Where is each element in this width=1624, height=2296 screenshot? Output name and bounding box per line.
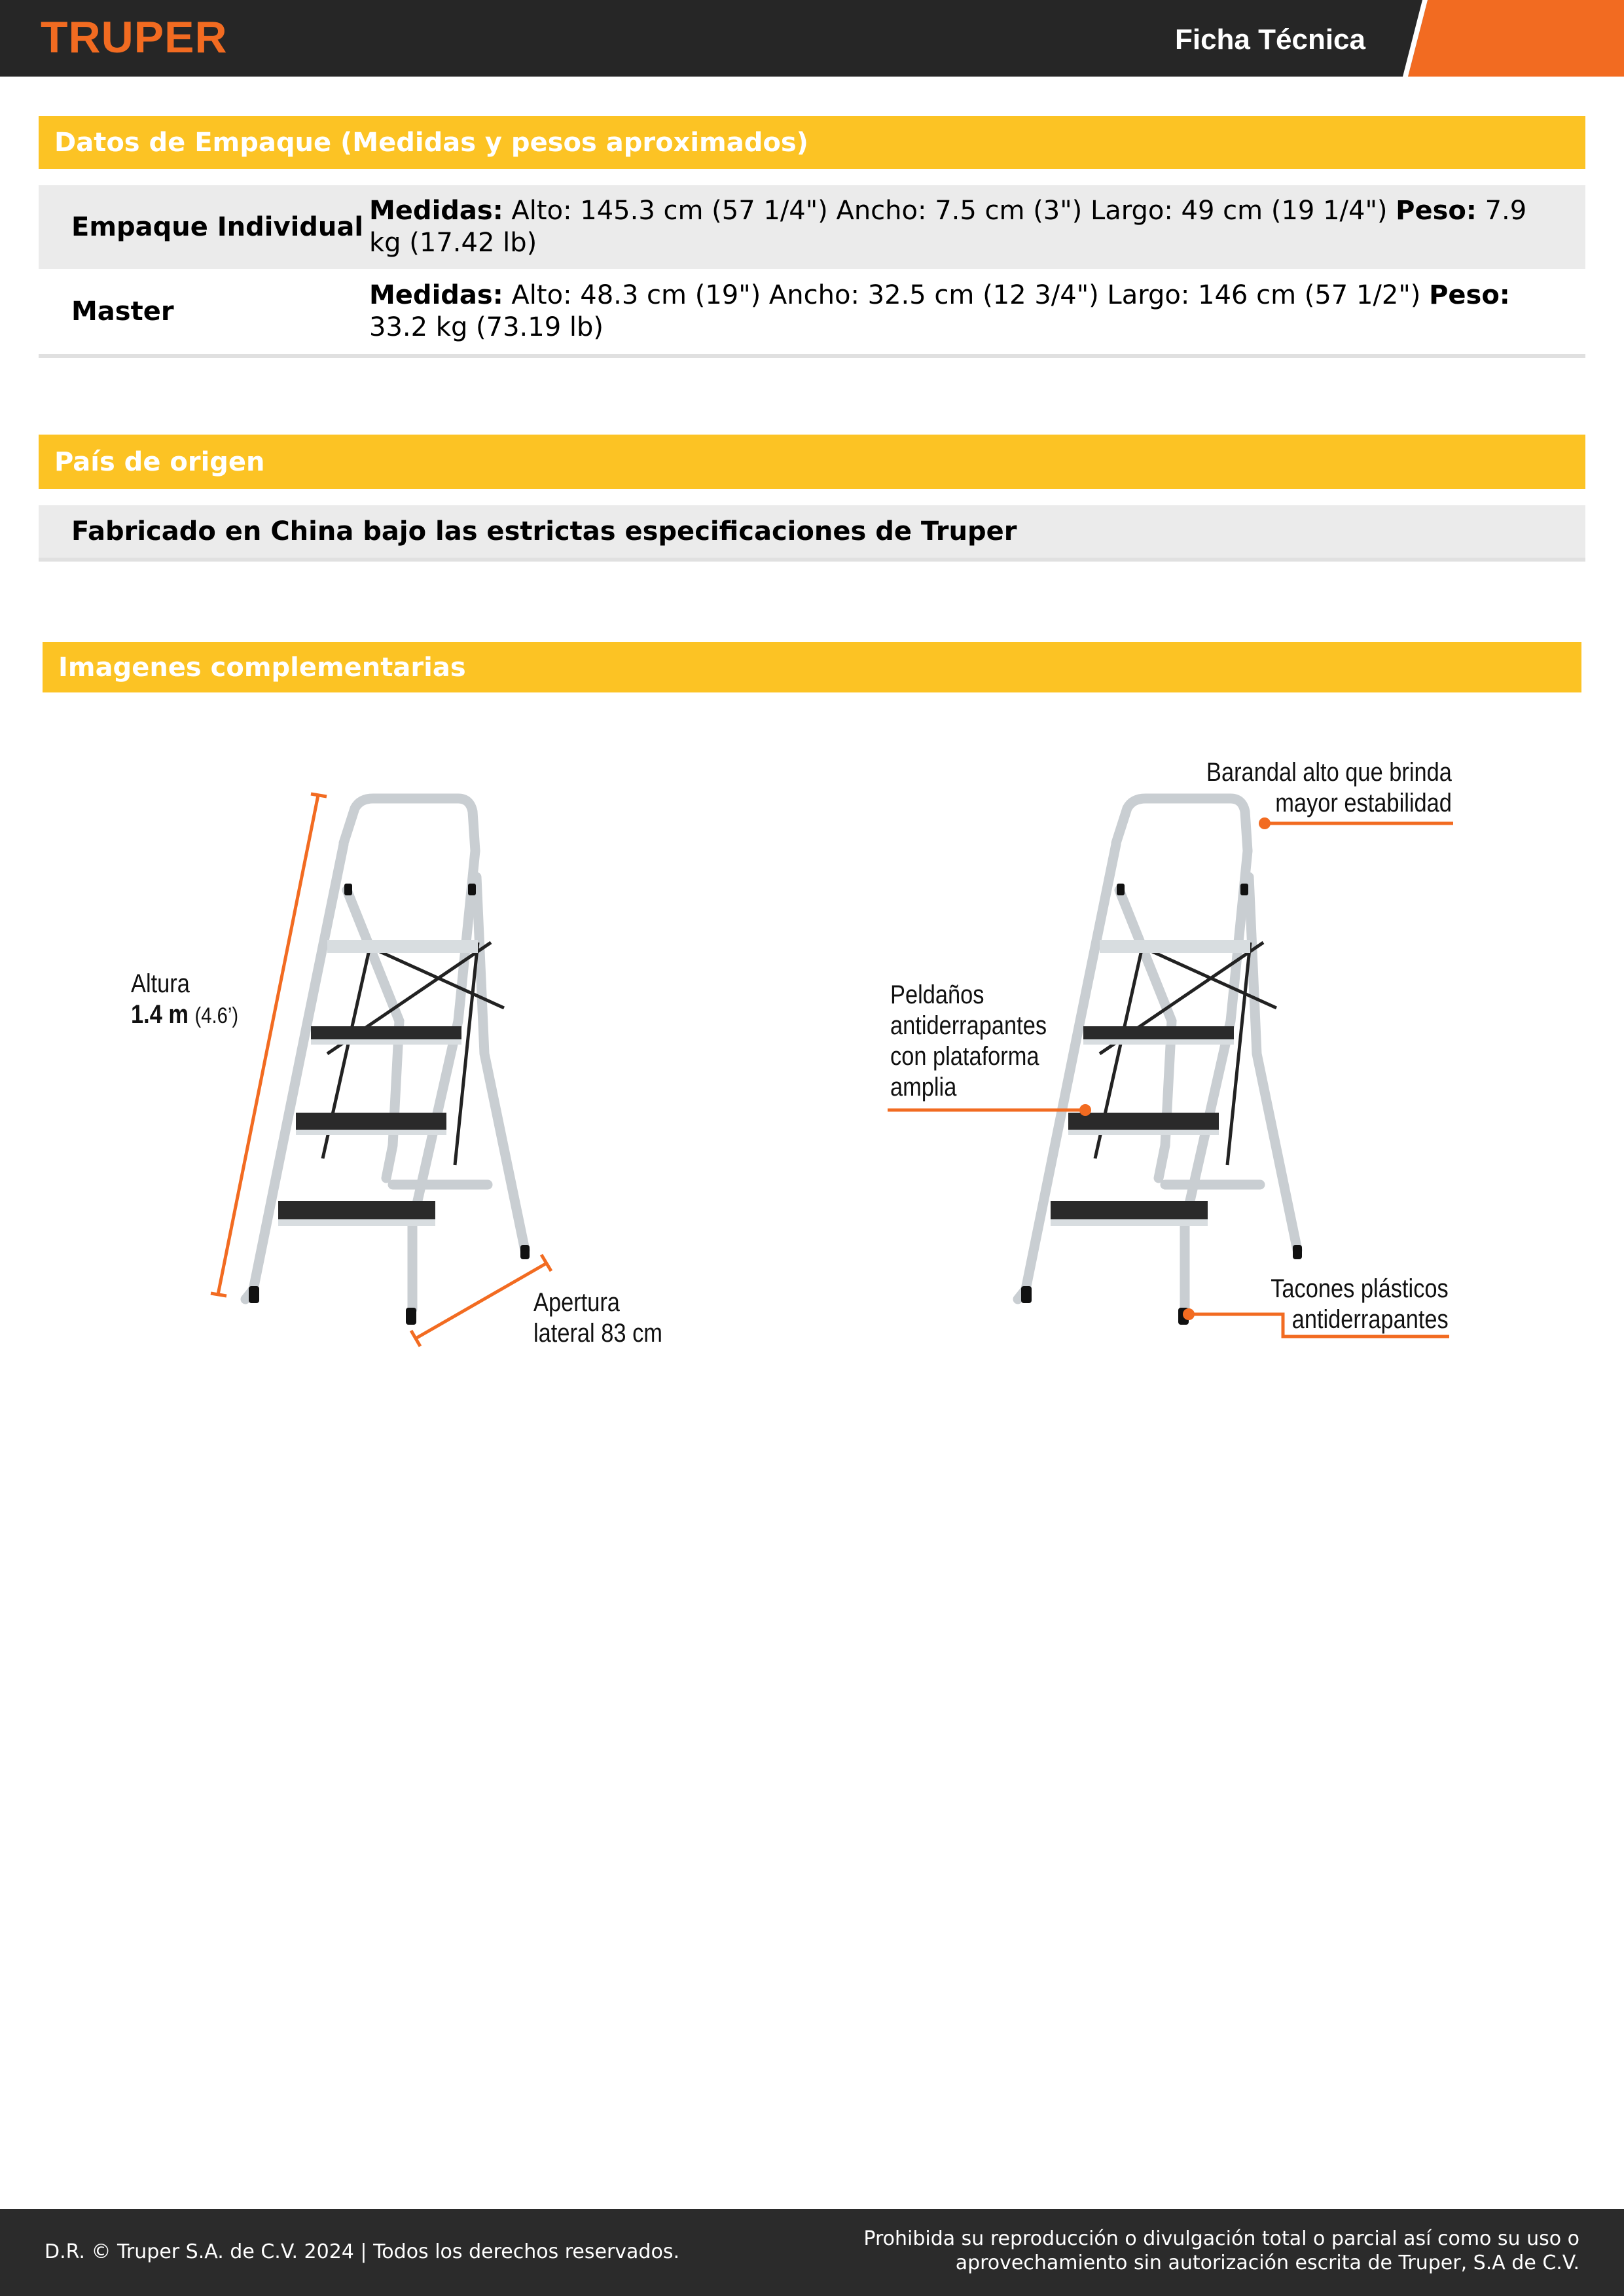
- header-bar: [0, 0, 1624, 77]
- height-value-line: [131, 999, 238, 1031]
- weight-value: 7.9 kg (17.42 lb): [369, 196, 1527, 258]
- images-title-text: Imagenes complementarias: [58, 652, 466, 683]
- steps-line4: amplia: [890, 1073, 957, 1102]
- packaging-title-text: Datos de Empaque (Medidas y pesos aproximados): [54, 127, 808, 158]
- footer: [0, 2209, 1624, 2296]
- measures-value: Alto: 48.3 cm (19") Ancho: 32.5 cm (12 3/4") Largo: 146 cm (57 1/2"): [503, 280, 1430, 310]
- opening-callout: [533, 1287, 662, 1349]
- origin-table: [39, 505, 1585, 562]
- origin-section-title: [39, 435, 1585, 489]
- opening-value: lateral 83 cm: [533, 1319, 662, 1348]
- row-label: Master: [71, 296, 174, 327]
- row-label: Empaque Individual: [71, 212, 364, 242]
- handrail-callout: [1206, 757, 1452, 819]
- handrail-line2: mayor estabilidad: [1275, 789, 1452, 817]
- legal-notice-line2: aprovechamiento sin autorización escrita de Truper, S.A de C.V.: [955, 2251, 1579, 2274]
- height-value: 1.4 m: [131, 1000, 189, 1029]
- ladder-dimensions-figure: [111, 779, 569, 1368]
- steps-line3: con plataforma: [890, 1042, 1039, 1071]
- copyright-text: D.R. © Truper S.A. de C.V. 2024 | Todos los derechos reservados.: [45, 2240, 679, 2263]
- measures-label: Medidas:: [369, 196, 503, 226]
- weight-value: 33.2 kg (73.19 lb): [369, 312, 604, 342]
- legal-notice: [863, 2227, 1579, 2275]
- feet-line2: antiderrapantes: [1291, 1305, 1449, 1334]
- document-title: Ficha Técnica: [1174, 24, 1365, 56]
- packaging-table: [39, 185, 1585, 358]
- weight-label: Peso:: [1429, 280, 1510, 310]
- truper-logo: TRUPER: [41, 12, 228, 62]
- row-value: [369, 195, 1585, 259]
- steps-line1: Peldaños: [890, 980, 984, 1009]
- table-row: [39, 269, 1585, 354]
- height-label: Altura: [131, 969, 190, 998]
- orange-accent-stripe: [1401, 0, 1624, 77]
- packaging-section-title: [39, 116, 1585, 169]
- origin-title-text: País de origen: [54, 446, 265, 477]
- steps-line2: antiderrapantes: [890, 1011, 1047, 1040]
- weight-label: Peso:: [1396, 196, 1477, 226]
- legal-notice-line1: Prohibida su reproducción o divulgación total o parcial así como su uso o: [863, 2227, 1579, 2250]
- table-row: [39, 185, 1585, 269]
- measures-value: Alto: 145.3 cm (57 1/4") Ancho: 7.5 cm (3") Largo: 49 cm (19 1/4"): [503, 196, 1396, 226]
- origin-text: Fabricado en China bajo las estrictas especificaciones de Truper: [71, 516, 1017, 547]
- opening-label: Apertura: [533, 1288, 620, 1317]
- table-row: [39, 505, 1585, 558]
- measures-label: Medidas:: [369, 280, 503, 310]
- images-section-title: [43, 642, 1581, 692]
- row-value: [369, 279, 1585, 344]
- handrail-line1: Barandal alto que brinda: [1206, 758, 1452, 787]
- feet-callout: [1271, 1274, 1449, 1335]
- height-imperial: (4.6’): [194, 1003, 239, 1028]
- height-callout: [131, 969, 238, 1031]
- feet-line1: Tacones plásticos: [1271, 1274, 1449, 1303]
- steps-callout: [890, 980, 1047, 1103]
